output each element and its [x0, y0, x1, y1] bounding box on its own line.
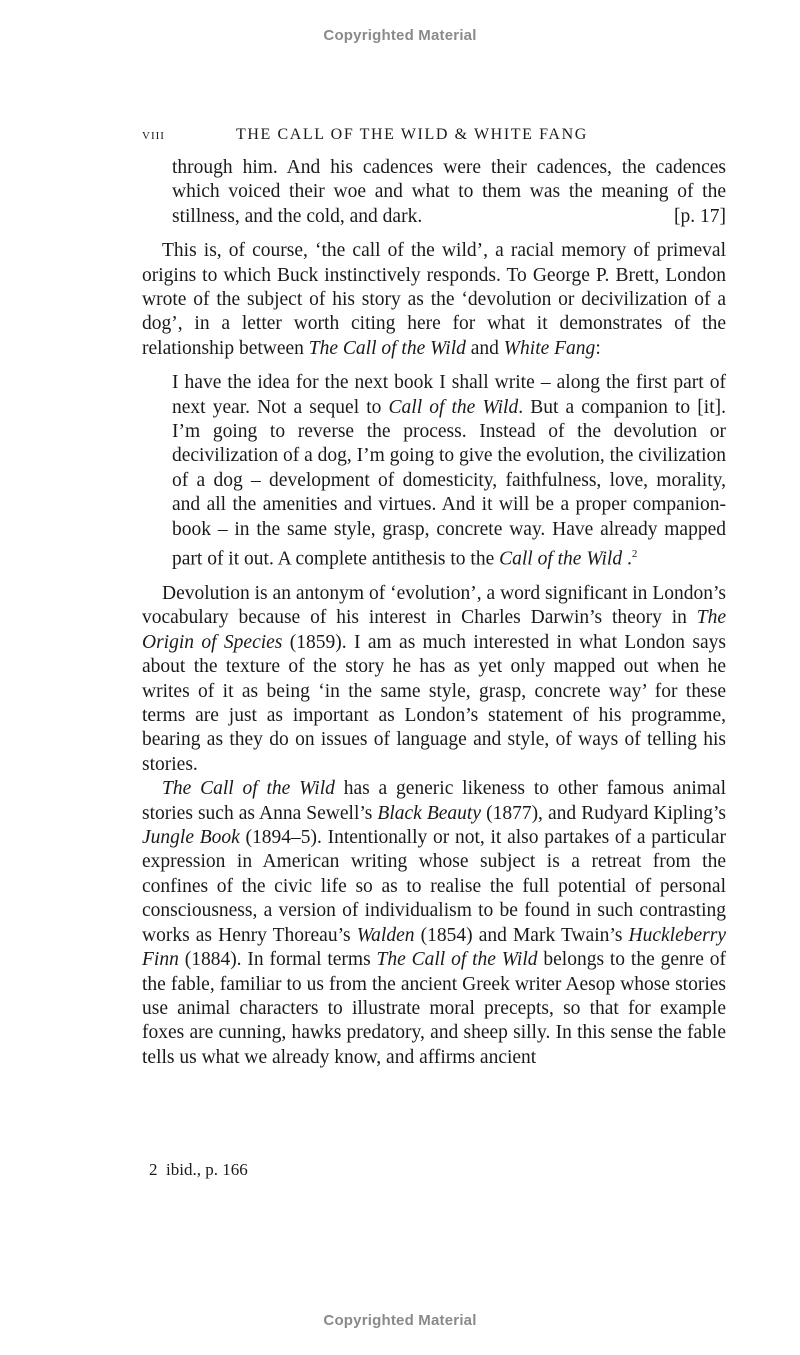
paragraph-3-text-e: (1884). In formal terms	[178, 949, 377, 971]
paragraph-3	[142, 777, 726, 1070]
title-italic: Jungle Book	[142, 827, 240, 849]
page-reference: [p. 17]	[674, 205, 726, 227]
title-italic: The Origin of Species	[142, 607, 726, 653]
block-quote-1	[172, 156, 726, 229]
paragraph-3-text-a: has a generic likeness to other famous animal stories such as Anna Sewell’s	[142, 778, 726, 824]
footnote-marker: 2	[631, 548, 638, 561]
running-head	[142, 126, 726, 146]
block-quote-2	[172, 371, 726, 572]
watermark-bottom: Copyrighted Material	[323, 1312, 477, 1329]
page-number: viii	[142, 126, 165, 143]
title-italic: The Call of the Wild	[162, 778, 335, 800]
watermark-top: Copyrighted Material	[323, 27, 477, 44]
title-italic: White Fang	[503, 337, 596, 359]
title-italic: The Call of the Wild	[308, 337, 466, 359]
paragraph-3-text-b: (1877), and Rudyard Kipling’s	[481, 802, 727, 824]
paragraph-1	[142, 239, 726, 361]
paragraph-1-text-b: and	[465, 337, 504, 359]
title-italic: The Call of the Wild	[376, 949, 538, 971]
title-italic: Black Beauty	[377, 802, 482, 824]
paragraph-3-text-f: belongs to the genre of the fable, familiar to us from the ancient Greek writer Aesop whose stories use animal characters to illustrate moral precepts, so that for example foxes are cunning, hawks predatory, and sheep silly. In this sense the fable tells us what we already know, and affirms ancient	[142, 949, 726, 1068]
body-text	[142, 156, 726, 1070]
title-italic: Walden	[356, 924, 415, 946]
footnote-text: ibid., p. 166	[166, 1160, 248, 1179]
title-italic: Huckleberry Finn	[142, 924, 726, 971]
running-title: THE CALL OF THE WILD & WHITE FANG	[236, 126, 588, 143]
paragraph-3-text-d: (1854) and Mark Twain’s	[414, 924, 629, 946]
block-quote-2-text-b: . But a companion to [it]. I’m going to reverse the process. Instead of the devolution or decivilization of a dog, I’m going to give the evolution, the civilization of a dog – development of domesticity, faithfulness, love, morality, and all the amenities and virtues. And it will be a proper companion-book – in the same style, grasp, concrete way. Have already mapped part of it out. A complete antithesis to the	[172, 396, 726, 570]
paragraph-1-text-c: :	[595, 337, 601, 359]
block-quote-2-text-c: .	[622, 548, 632, 570]
footnote	[149, 1160, 248, 1180]
title-italic: Call of the Wild	[388, 396, 519, 418]
block-quote-1-text: through him. And his cadences were their cadences, the cadences which voiced their woe and what to them was the meaning of the stillness, and the cold, and dark.	[172, 157, 726, 227]
footnote-number: 2	[149, 1160, 158, 1179]
paragraph-1-text-a: This is, of course, ‘the call of the wild’, a racial memory of primeval origins to which Buck instinctively responds. To George P. Brett, London wrote of the subject of his story as the ‘devolution or decivilization of a dog’, in a letter worth citing here for what it demonstrates of the relationship between	[142, 240, 726, 359]
paragraph-3-text-c: (1894–5). Intentionally or not, it also partakes of a particular expression in American writing whose subject is a retreat from the confines of the civic life so as to realise the full potential of personal consciousness, a version of individualism to be found in such contrasting works as Henry Thoreau’s	[142, 827, 726, 946]
paragraph-2-text-b: (1859). I am as much interested in what London says about the texture of the story he has as yet only mapped out when he writes of it as being ‘in the same style, grasp, concrete way’ for these terms are just as important as London’s statement of his programme, bearing as they do on issues of language and style, of ways of telling his stories.	[142, 631, 726, 775]
block-quote-2-text-a: I have the idea for the next book I shall write – along the first part of next year. Not a sequel to	[172, 372, 726, 418]
paragraph-2	[142, 582, 726, 777]
paragraph-2-text-a: Devolution is an antonym of ‘evolution’, a word significant in London’s vocabulary because of his interest in Charles Darwin’s theory in	[142, 583, 726, 629]
title-italic: Call of the Wild	[499, 548, 623, 570]
